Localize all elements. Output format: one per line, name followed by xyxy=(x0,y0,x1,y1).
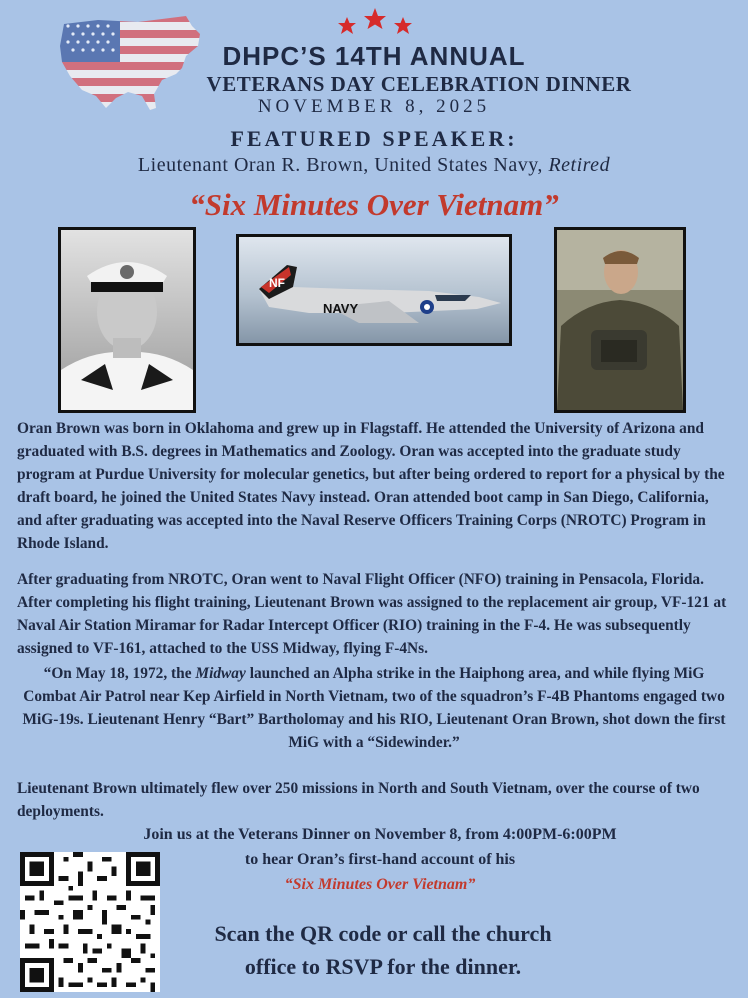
bio-paragraph-2: After graduating from NROTC, Oran went to Naval Flight Officer (NFO) training in Pensacola, Florida. After completing his flight training, Lieutenant Brown was assigned to the replacement air group, VF-121 at Naval Air Station Miramar for Radar Intercept Officer (RIO) training in the F-4. He was subsequently assigned to VF-161, attached to the USS Midway, flying F-4Ns. xyxy=(17,571,727,657)
event-subtitle: VETERANS DAY CELEBRATION DINNER xyxy=(206,72,632,96)
stars-icon xyxy=(335,6,415,38)
bio-paragraph-3 xyxy=(17,662,731,754)
speaker-name xyxy=(0,154,748,177)
talk-title: “Six Minutes Over Vietnam” xyxy=(189,187,559,222)
bio-paragraph-3-end: launched an Alpha strike in the Haiphong area, and while flying MiG Combat Air Patrol near Kep Airfield in North Vietnam, two of the squadron’s F-4B Phantoms engaged two MiG-19s. Lieutenant Henry “Bart” Bartholomay and his RIO, Lieutenant Oran Brown, shot down the first MiG with a “Sidewinder.” xyxy=(22,665,726,751)
event-date: NOVEMBER 8, 2025 xyxy=(257,96,491,117)
speaker-main: Lieutenant Oran R. Brown, United States Navy, xyxy=(137,154,543,176)
rsvp-line-2: office to RSVP for the dinner. xyxy=(244,954,522,979)
bio-paragraph-1: Oran Brown was born in Oklahoma and grew up in Flagstaff. He attended the University of Arizona and graduated with B.S. degrees in Mathematics and Zoology. Oran was accepted into the graduate study program at Purdue University for molecular genetics, but after being ordered to report for a physical by the draft board, he joined the United States Navy instead. Oran attended boot camp in San Diego, California, and after graduating was accepted into the Naval Reserve Officers Training Corps (NROTC) Program in Rhode Island. xyxy=(17,420,725,552)
event-title: DHPC’S 14TH ANNUAL xyxy=(222,41,526,71)
phantom-jet-photo xyxy=(236,234,512,346)
featured-speaker-label: FEATURED SPEAKER: xyxy=(230,126,518,151)
ship-name: Midway xyxy=(195,665,246,682)
invite-line-3: “Six Minutes Over Vietnam” xyxy=(284,876,476,893)
rsvp-line-1: Scan the QR code or call the church xyxy=(214,921,552,946)
officer-portrait-photo xyxy=(58,227,196,413)
plane-tail-code: NF xyxy=(269,276,285,290)
plane-navy-marking: NAVY xyxy=(323,301,359,316)
invite-line-1: Join us at the Veterans Dinner on November 8, from 4:00PM-6:00PM xyxy=(143,826,617,843)
pilot-photo xyxy=(554,227,686,413)
bio-paragraph-4: Lieutenant Brown ultimately flew over 250 missions in North and South Vietnam, over the course of two deployments. xyxy=(17,780,700,820)
invite-line-2: to hear Oran’s first-hand account of his xyxy=(244,851,516,868)
bio-paragraph-3-start: “On May 18, 1972, the xyxy=(43,665,196,682)
speaker-retired: Retired xyxy=(548,154,611,176)
